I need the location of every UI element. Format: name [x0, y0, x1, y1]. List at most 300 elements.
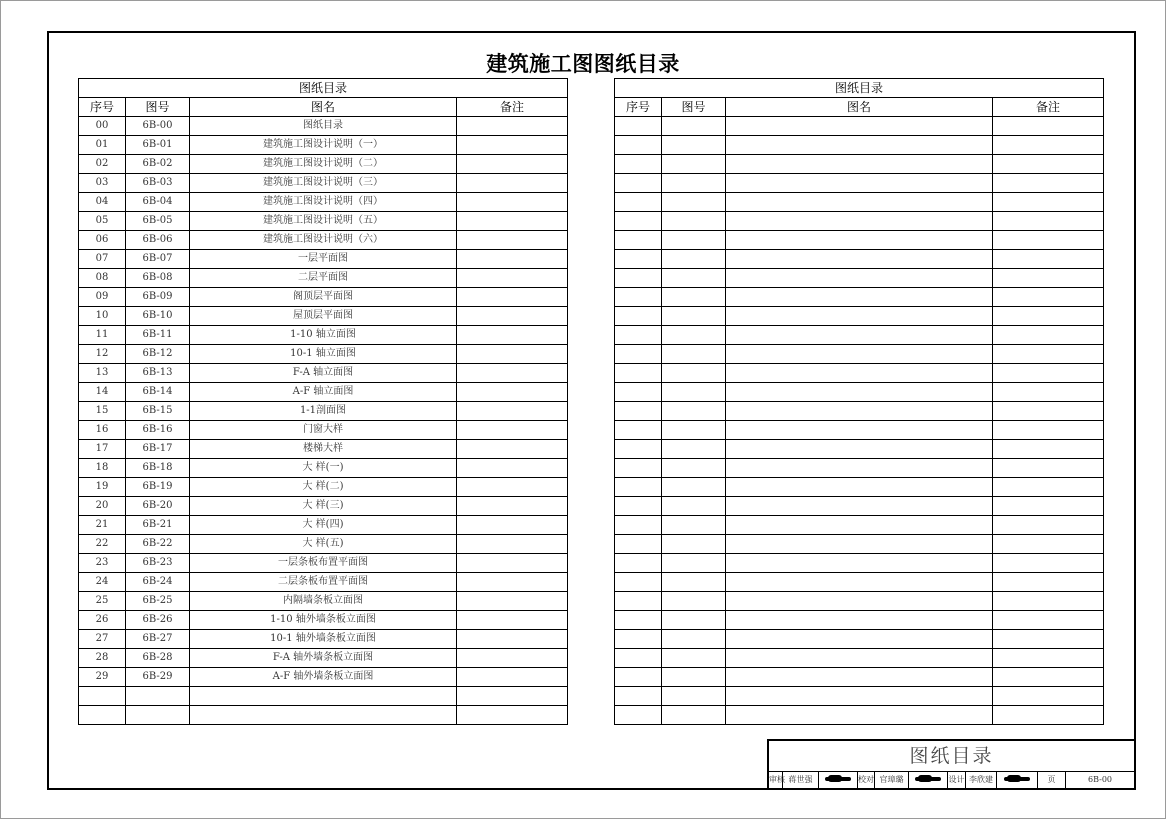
cell-name: [726, 497, 993, 516]
cell-note: [457, 383, 568, 402]
table-row: [615, 421, 1104, 440]
cell-note: [993, 687, 1104, 706]
table-row: [615, 193, 1104, 212]
cell-code: 6B-29: [126, 668, 190, 687]
table-caption: 图纸目录: [615, 79, 1104, 98]
cell-seq: 25: [79, 592, 126, 611]
cell-code: [662, 573, 726, 592]
table-row: [615, 706, 1104, 725]
cell-code: [662, 136, 726, 155]
cell-name: [726, 649, 993, 668]
cell-name: 1-10 轴外墙条板立面图: [190, 611, 457, 630]
table-row: [615, 345, 1104, 364]
cell-seq: 18: [79, 459, 126, 478]
cell-code: [662, 687, 726, 706]
table-row: [615, 307, 1104, 326]
cell-code: 6B-05: [126, 212, 190, 231]
cell-note: [993, 592, 1104, 611]
cell-note: [457, 478, 568, 497]
cell-name: [190, 687, 457, 706]
cell-name: 建筑施工图设计说明（一）: [190, 136, 457, 155]
table-row: [79, 174, 568, 193]
cell-note: [993, 345, 1104, 364]
cell-name: [726, 687, 993, 706]
cell-note: [457, 288, 568, 307]
review-label: 审核: [769, 772, 783, 788]
table-row: [79, 421, 568, 440]
cell-seq: [615, 554, 662, 573]
title-block-signature-row: [769, 772, 1134, 788]
cell-name: 大 样(二): [190, 478, 457, 497]
cell-code: 6B-02: [126, 155, 190, 174]
cell-note: [993, 402, 1104, 421]
cell-code: [662, 421, 726, 440]
title-block-drawing-name: 图纸目录: [769, 741, 1134, 772]
table-row: [79, 136, 568, 155]
cell-seq: 19: [79, 478, 126, 497]
cell-note: [457, 611, 568, 630]
cell-note: [993, 193, 1104, 212]
cell-seq: 23: [79, 554, 126, 573]
table-row: [79, 687, 568, 706]
cell-note: [993, 383, 1104, 402]
cell-note: [457, 364, 568, 383]
cell-name: [726, 307, 993, 326]
table-row: [79, 440, 568, 459]
header-note: 备注: [993, 98, 1104, 117]
cell-name: A-F 轴外墙条板立面图: [190, 668, 457, 687]
cell-note: [993, 155, 1104, 174]
drawing-index-table-left: [78, 78, 568, 725]
cell-note: [457, 630, 568, 649]
cell-seq: [615, 402, 662, 421]
cell-code: 6B-20: [126, 497, 190, 516]
cell-code: [662, 307, 726, 326]
cell-code: [662, 174, 726, 193]
table-row: [615, 630, 1104, 649]
cell-name: A-F 轴立面图: [190, 383, 457, 402]
table-row: [79, 459, 568, 478]
table-row: [615, 459, 1104, 478]
cell-name: 大 样(一): [190, 459, 457, 478]
table-row: [615, 535, 1104, 554]
cell-name: 1-10 轴立面图: [190, 326, 457, 345]
table-row: [615, 611, 1104, 630]
table-row: [615, 174, 1104, 193]
cell-seq: [615, 478, 662, 497]
cell-note: [457, 554, 568, 573]
cell-code: [662, 250, 726, 269]
cell-seq: [615, 117, 662, 136]
cell-name: 建筑施工图设计说明（三）: [190, 174, 457, 193]
cell-name: [726, 554, 993, 573]
cell-note: [993, 250, 1104, 269]
table-row: [615, 516, 1104, 535]
cell-note: [993, 269, 1104, 288]
cell-note: [993, 307, 1104, 326]
table-row: [615, 478, 1104, 497]
cell-code: [662, 649, 726, 668]
cell-name: [726, 706, 993, 725]
cell-seq: 27: [79, 630, 126, 649]
cell-seq: 14: [79, 383, 126, 402]
cell-code: 6B-15: [126, 402, 190, 421]
cell-seq: 05: [79, 212, 126, 231]
cell-code: 6B-18: [126, 459, 190, 478]
page-code: 6B-00: [1088, 775, 1112, 784]
cell-seq: 09: [79, 288, 126, 307]
cell-note: [993, 573, 1104, 592]
cell-seq: [615, 250, 662, 269]
cell-code: 6B-01: [126, 136, 190, 155]
design-label: 设计: [948, 772, 966, 788]
cell-code: [662, 611, 726, 630]
table-caption: 图纸目录: [79, 79, 568, 98]
table-row: [79, 535, 568, 554]
cell-seq: [615, 440, 662, 459]
table-row: [615, 288, 1104, 307]
cell-name: F-A 轴外墙条板立面图: [190, 649, 457, 668]
header-name: 图名: [190, 98, 457, 117]
title-block: [767, 739, 1134, 788]
cell-name: [726, 269, 993, 288]
table-row: [79, 326, 568, 345]
cell-name: [726, 345, 993, 364]
cell-note: [457, 573, 568, 592]
cell-note: [457, 402, 568, 421]
cell-name: 建筑施工图设计说明（二）: [190, 155, 457, 174]
cell-name: 大 样(四): [190, 516, 457, 535]
cell-code: 6B-26: [126, 611, 190, 630]
cell-note: [993, 668, 1104, 687]
cell-seq: [615, 269, 662, 288]
cell-note: [993, 478, 1104, 497]
cell-code: 6B-11: [126, 326, 190, 345]
cell-note: [457, 535, 568, 554]
cell-note: [457, 250, 568, 269]
table-row: [79, 478, 568, 497]
cell-note: [457, 516, 568, 535]
table-row: [79, 288, 568, 307]
cell-note: [993, 554, 1104, 573]
cell-code: 6B-09: [126, 288, 190, 307]
cell-seq: [615, 668, 662, 687]
cell-seq: 04: [79, 193, 126, 212]
cell-name: [726, 155, 993, 174]
cell-code: 6B-08: [126, 269, 190, 288]
cell-seq: [615, 212, 662, 231]
cell-seq: 26: [79, 611, 126, 630]
cell-code: [662, 402, 726, 421]
cell-note: [457, 269, 568, 288]
cell-seq: [615, 516, 662, 535]
cell-code: 6B-16: [126, 421, 190, 440]
cell-name: [190, 706, 457, 725]
cell-code: [662, 478, 726, 497]
table-row: [615, 155, 1104, 174]
cell-name: [726, 402, 993, 421]
cell-name: [726, 611, 993, 630]
cell-code: 6B-03: [126, 174, 190, 193]
cell-code: [662, 326, 726, 345]
table-row: [79, 649, 568, 668]
table-row: [615, 231, 1104, 250]
cell-note: [457, 592, 568, 611]
cell-code: 6B-21: [126, 516, 190, 535]
drawing-index-table-right: [614, 78, 1104, 725]
cell-name: 楼梯大样: [190, 440, 457, 459]
table-row: [79, 573, 568, 592]
check-name: 官璋璐: [875, 772, 909, 788]
cell-code: [662, 497, 726, 516]
cell-name: F-A 轴立面图: [190, 364, 457, 383]
cell-name: [726, 174, 993, 193]
cell-seq: 10: [79, 307, 126, 326]
cell-name: 一层平面图: [190, 250, 457, 269]
cell-note: [457, 174, 568, 193]
cell-seq: [79, 706, 126, 725]
cell-seq: [615, 459, 662, 478]
cell-seq: [615, 497, 662, 516]
cell-name: [726, 535, 993, 554]
cell-name: 大 样(三): [190, 497, 457, 516]
cell-seq: 24: [79, 573, 126, 592]
cell-code: 6B-07: [126, 250, 190, 269]
table-row: [615, 592, 1104, 611]
table-row: [615, 440, 1104, 459]
cell-name: [726, 630, 993, 649]
cell-code: 6B-27: [126, 630, 190, 649]
cell-seq: [615, 592, 662, 611]
review-name: 蒋世强: [783, 772, 819, 788]
cell-name: [726, 516, 993, 535]
cell-name: [726, 250, 993, 269]
cell-seq: 13: [79, 364, 126, 383]
cell-note: [993, 326, 1104, 345]
cell-code: 6B-28: [126, 649, 190, 668]
cell-note: [993, 497, 1104, 516]
cell-seq: [615, 136, 662, 155]
cell-code: [662, 288, 726, 307]
cell-seq: [615, 345, 662, 364]
cell-name: 10-1 轴立面图: [190, 345, 457, 364]
table-row: [615, 383, 1104, 402]
cell-note: [993, 440, 1104, 459]
cell-name: [726, 364, 993, 383]
cell-name: 二层平面图: [190, 269, 457, 288]
header-seq: 序号: [615, 98, 662, 117]
cell-note: [993, 174, 1104, 193]
header-note: 备注: [457, 98, 568, 117]
cell-code: 6B-06: [126, 231, 190, 250]
cell-code: [662, 231, 726, 250]
cell-seq: 03: [79, 174, 126, 193]
cell-seq: 15: [79, 402, 126, 421]
header-code: 图号: [662, 98, 726, 117]
cell-note: [457, 212, 568, 231]
cell-seq: 22: [79, 535, 126, 554]
cell-name: [726, 136, 993, 155]
cell-seq: [615, 155, 662, 174]
cell-code: [662, 193, 726, 212]
cell-note: [457, 117, 568, 136]
cell-code: [662, 117, 726, 136]
table-row: [615, 269, 1104, 288]
table-row: [615, 402, 1104, 421]
review-signature: [819, 772, 858, 788]
table-row: [615, 668, 1104, 687]
table-row: [79, 668, 568, 687]
cell-name: [726, 193, 993, 212]
cell-note: [457, 345, 568, 364]
cell-seq: [615, 706, 662, 725]
cell-note: [993, 364, 1104, 383]
table-row: [615, 497, 1104, 516]
cell-code: [662, 364, 726, 383]
cell-note: [457, 421, 568, 440]
cell-note: [993, 611, 1104, 630]
cell-name: [726, 231, 993, 250]
cell-name: [726, 478, 993, 497]
check-label: 校对: [858, 772, 875, 788]
cell-seq: 02: [79, 155, 126, 174]
cell-note: [457, 649, 568, 668]
cell-code: 6B-24: [126, 573, 190, 592]
table-body-left: [79, 117, 568, 725]
cell-name: 图纸目录: [190, 117, 457, 136]
table-row: [79, 402, 568, 421]
cell-code: 6B-19: [126, 478, 190, 497]
cell-note: [993, 421, 1104, 440]
page-title: 建筑施工图图纸目录: [486, 52, 680, 76]
table-row: [79, 345, 568, 364]
cell-name: 1-1剖面图: [190, 402, 457, 421]
cell-code: [126, 706, 190, 725]
table-row: [79, 592, 568, 611]
cell-note: [457, 706, 568, 725]
cell-note: [993, 231, 1104, 250]
cell-code: 6B-25: [126, 592, 190, 611]
table-row: [79, 383, 568, 402]
cell-name: 二层条板布置平面图: [190, 573, 457, 592]
cell-seq: 21: [79, 516, 126, 535]
cell-code: [662, 212, 726, 231]
design-signature: [997, 772, 1038, 788]
table-row: [79, 554, 568, 573]
cell-note: [457, 193, 568, 212]
cell-code: [662, 459, 726, 478]
table-row: [79, 516, 568, 535]
cell-name: 建筑施工图设计说明（四）: [190, 193, 457, 212]
cell-code: [662, 155, 726, 174]
cell-seq: [615, 231, 662, 250]
cell-name: [726, 459, 993, 478]
cell-seq: 08: [79, 269, 126, 288]
cell-name: [726, 421, 993, 440]
cell-code: [662, 630, 726, 649]
cell-code: 6B-17: [126, 440, 190, 459]
table-row: [79, 231, 568, 250]
cell-note: [457, 668, 568, 687]
cell-name: 阁顶层平面图: [190, 288, 457, 307]
cell-name: 大 样(五): [190, 535, 457, 554]
cell-seq: [615, 364, 662, 383]
cell-code: [662, 516, 726, 535]
cell-code: 6B-10: [126, 307, 190, 326]
cell-note: [993, 459, 1104, 478]
cell-code: 6B-04: [126, 193, 190, 212]
cell-code: 6B-00: [126, 117, 190, 136]
cell-seq: 20: [79, 497, 126, 516]
cell-code: 6B-23: [126, 554, 190, 573]
cell-name: [726, 592, 993, 611]
cell-name: 内隔墙条板立面图: [190, 592, 457, 611]
cell-name: [726, 440, 993, 459]
cell-note: [993, 649, 1104, 668]
cell-code: [662, 554, 726, 573]
cell-code: [662, 383, 726, 402]
table-row: [79, 212, 568, 231]
cell-code: [662, 345, 726, 364]
table-row: [615, 212, 1104, 231]
cell-name: [726, 288, 993, 307]
cell-seq: 28: [79, 649, 126, 668]
cell-seq: 17: [79, 440, 126, 459]
cell-note: [457, 231, 568, 250]
table-row: [79, 630, 568, 649]
cell-code: [662, 668, 726, 687]
table-row: [615, 136, 1104, 155]
cell-seq: [615, 326, 662, 345]
cell-note: [993, 630, 1104, 649]
cell-seq: [615, 611, 662, 630]
cell-seq: 29: [79, 668, 126, 687]
cell-seq: 16: [79, 421, 126, 440]
cell-seq: [615, 174, 662, 193]
cell-name: [726, 573, 993, 592]
header-name: 图名: [726, 98, 993, 117]
cell-name: 门窗大样: [190, 421, 457, 440]
header-seq: 序号: [79, 98, 126, 117]
table-row: [615, 649, 1104, 668]
check-signature: [909, 772, 948, 788]
cell-seq: [615, 535, 662, 554]
cell-note: [993, 535, 1104, 554]
cell-seq: 01: [79, 136, 126, 155]
cell-code: 6B-13: [126, 364, 190, 383]
table-row: [79, 307, 568, 326]
cell-seq: [615, 649, 662, 668]
cell-seq: 07: [79, 250, 126, 269]
cell-seq: 06: [79, 231, 126, 250]
page-label: 页: [1038, 772, 1066, 788]
table-row: [615, 326, 1104, 345]
cell-seq: 11: [79, 326, 126, 345]
cell-name: [726, 668, 993, 687]
cell-name: [726, 212, 993, 231]
table-row: [79, 611, 568, 630]
cell-code: [662, 440, 726, 459]
cell-code: 6B-22: [126, 535, 190, 554]
table-row: [79, 250, 568, 269]
cell-seq: 00: [79, 117, 126, 136]
cell-name: [726, 117, 993, 136]
table-row: [79, 193, 568, 212]
cell-seq: [615, 630, 662, 649]
cell-code: [662, 592, 726, 611]
cell-name: 一层条板布置平面图: [190, 554, 457, 573]
cell-code: [662, 535, 726, 554]
